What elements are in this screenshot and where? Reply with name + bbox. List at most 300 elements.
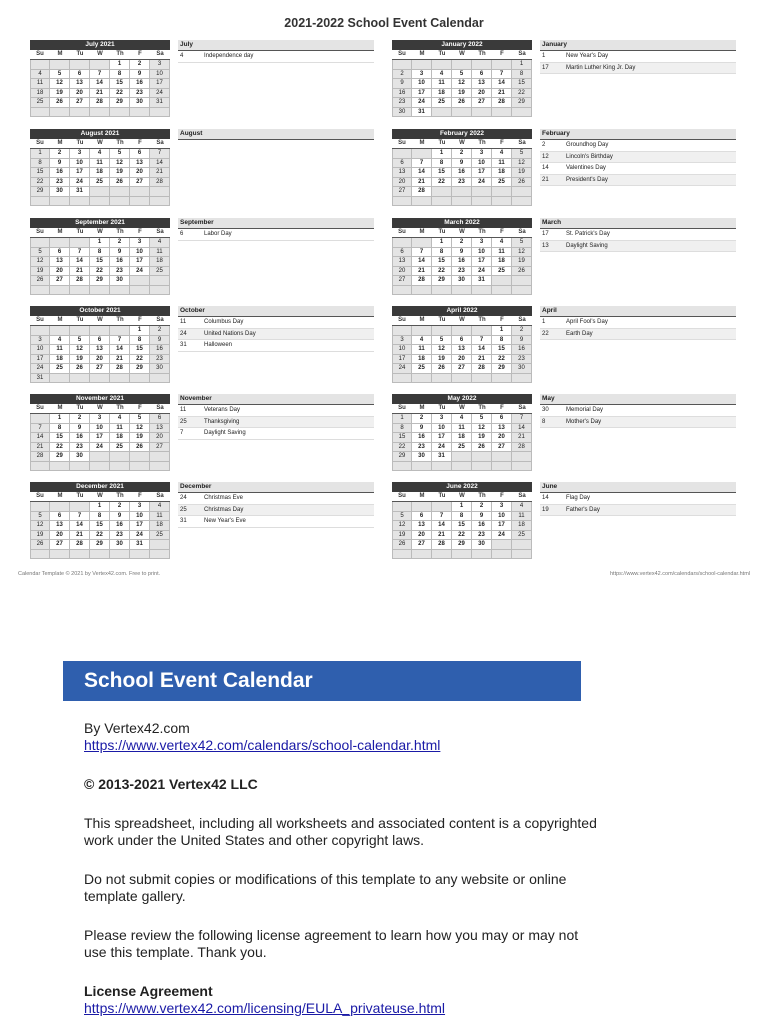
- day-cell: 9: [412, 424, 432, 434]
- weekday-label: W: [97, 229, 103, 235]
- weekday-label: Th: [116, 317, 124, 323]
- weekday-label: Su: [398, 229, 406, 235]
- weekday-label: Tu: [76, 229, 84, 235]
- day-cell: 15: [50, 433, 70, 443]
- day-cell: 14: [150, 159, 170, 169]
- day-cell: 7: [432, 512, 452, 522]
- empty-day-cell: [392, 462, 412, 472]
- empty-day-cell: [512, 374, 532, 384]
- day-cell: 29: [90, 276, 110, 286]
- month-calendar: [30, 218, 170, 295]
- empty-day-cell: [392, 374, 412, 384]
- day-cell: 24: [150, 89, 170, 99]
- day-cell: 31: [130, 540, 150, 550]
- empty-day-cell: [432, 197, 452, 207]
- day-cell: 22: [432, 267, 452, 277]
- month-title: February 2022: [392, 129, 532, 139]
- day-cell: 26: [70, 364, 90, 374]
- empty-day-cell: [130, 452, 150, 462]
- day-cell: 8: [492, 336, 512, 346]
- empty-day-cell: [130, 187, 150, 197]
- license-link[interactable]: https://www.vertex42.com/licensing/EULA_privateuse.html: [84, 1000, 446, 1016]
- day-cell: 12: [512, 159, 532, 169]
- month-title: January 2022: [392, 40, 532, 50]
- weekday-label: Th: [116, 51, 124, 57]
- event-list: [540, 218, 736, 252]
- day-cell: 10: [472, 248, 492, 258]
- day-cell: 3: [432, 414, 452, 424]
- empty-day-cell: [110, 197, 130, 207]
- event-name: April Fool's Day: [566, 319, 608, 325]
- event-name: Christmas Eve: [204, 495, 244, 501]
- day-cell: 24: [412, 98, 432, 108]
- day-cell: 15: [452, 521, 472, 531]
- empty-day-cell: [512, 108, 532, 118]
- empty-day-cell: [452, 452, 472, 462]
- empty-day-cell: [432, 60, 452, 70]
- day-cell: 19: [50, 89, 70, 99]
- month-calendar: [30, 129, 170, 206]
- day-cell: 17: [432, 433, 452, 443]
- empty-day-cell: [452, 326, 472, 336]
- event-list: [540, 306, 736, 340]
- calendar-link[interactable]: https://www.vertex42.com/calendars/school-calendar.html: [84, 737, 441, 753]
- empty-day-cell: [492, 374, 512, 384]
- day-cell: 7: [70, 248, 90, 258]
- empty-day-cell: [452, 374, 472, 384]
- day-cell: 8: [130, 336, 150, 346]
- month-title: December 2021: [30, 482, 170, 492]
- day-cell: 20: [130, 168, 150, 178]
- empty-day-cell: [492, 60, 512, 70]
- day-cell: 29: [512, 98, 532, 108]
- event-name: New Year's Day: [566, 53, 609, 59]
- event-list-title: August: [178, 129, 374, 140]
- empty-day-cell: [392, 550, 412, 560]
- event-rows: [178, 51, 374, 63]
- event-date: 21: [542, 176, 549, 183]
- day-cell: 14: [472, 345, 492, 355]
- weekday-label: Su: [36, 493, 44, 499]
- day-cell: 14: [412, 257, 432, 267]
- day-cell: 8: [512, 70, 532, 80]
- empty-day-cell: [412, 149, 432, 159]
- weekday-header: [30, 139, 170, 149]
- page-title: 2021-2022 School Event Calendar: [284, 16, 484, 30]
- weekday-header: [392, 492, 532, 502]
- day-cell: 21: [412, 178, 432, 188]
- event-date: 24: [180, 495, 187, 501]
- day-cell: 6: [472, 70, 492, 80]
- day-cell: 11: [150, 512, 170, 522]
- weekday-label: Th: [116, 140, 124, 146]
- month-calendar: [392, 394, 532, 471]
- day-cell: 9: [150, 336, 170, 346]
- day-cell: 16: [452, 168, 472, 178]
- weekday-label: Th: [116, 493, 124, 499]
- event-row: [540, 505, 736, 517]
- day-cell: 26: [512, 178, 532, 188]
- day-cell: 28: [150, 178, 170, 188]
- day-cell: 26: [30, 540, 50, 550]
- event-row: [540, 63, 736, 75]
- day-cell: 23: [452, 178, 472, 188]
- weekday-label: Tu: [438, 229, 446, 235]
- submission-paragraph: Do not submit copies or modifications of this template to any website or online template gallery.: [84, 871, 567, 904]
- event-name: Independence day: [204, 53, 254, 59]
- day-cell: 23: [150, 355, 170, 365]
- empty-day-cell: [412, 60, 432, 70]
- day-cell: 20: [472, 89, 492, 99]
- event-row: [540, 140, 736, 152]
- event-list-title: February: [540, 129, 736, 140]
- day-cell: 18: [492, 168, 512, 178]
- day-cell: 4: [492, 149, 512, 159]
- event-row: [540, 329, 736, 341]
- event-date: 31: [180, 342, 187, 348]
- day-cell: 19: [512, 168, 532, 178]
- weekday-label: Su: [36, 317, 44, 323]
- day-cell: 17: [392, 355, 412, 365]
- day-cell: 16: [110, 257, 130, 267]
- day-cell: 17: [70, 168, 90, 178]
- day-cell: 24: [492, 531, 512, 541]
- day-cell: 18: [90, 168, 110, 178]
- day-cell: 28: [110, 364, 130, 374]
- month-calendar: [392, 40, 532, 117]
- day-cell: 20: [50, 267, 70, 277]
- day-cell: 16: [150, 345, 170, 355]
- day-cell: 20: [452, 355, 472, 365]
- day-cell: 22: [110, 89, 130, 99]
- event-name: Columbus Day: [204, 319, 244, 325]
- day-cell: 30: [110, 540, 130, 550]
- event-row: [178, 317, 374, 329]
- day-cell: 26: [512, 267, 532, 277]
- day-cell: 10: [70, 159, 90, 169]
- weekday-header: [392, 139, 532, 149]
- day-cell: 18: [150, 257, 170, 267]
- day-cell: 5: [30, 512, 50, 522]
- empty-day-cell: [110, 326, 130, 336]
- day-cell: 1: [392, 414, 412, 424]
- event-date: 6: [180, 231, 184, 237]
- day-cell: 30: [512, 364, 532, 374]
- day-cell: 4: [452, 414, 472, 424]
- weekday-label: F: [138, 493, 142, 499]
- empty-day-cell: [90, 452, 110, 462]
- empty-day-cell: [90, 462, 110, 472]
- event-list-title: January: [540, 40, 736, 51]
- day-cell: 5: [130, 414, 150, 424]
- empty-day-cell: [150, 452, 170, 462]
- day-cell: 16: [392, 89, 412, 99]
- empty-day-cell: [452, 462, 472, 472]
- day-cell: 29: [90, 540, 110, 550]
- empty-day-cell: [70, 502, 90, 512]
- day-cell: 17: [412, 89, 432, 99]
- empty-day-cell: [130, 286, 150, 296]
- day-cell: 17: [472, 168, 492, 178]
- day-cell: 25: [432, 98, 452, 108]
- weekday-label: F: [500, 405, 504, 411]
- weekday-label: Su: [36, 140, 44, 146]
- empty-day-cell: [472, 286, 492, 296]
- day-grid: [392, 60, 532, 117]
- event-date: 17: [542, 64, 549, 71]
- day-cell: 29: [392, 452, 412, 462]
- day-cell: 22: [90, 531, 110, 541]
- day-cell: 22: [492, 355, 512, 365]
- day-cell: 28: [512, 443, 532, 453]
- day-cell: 15: [432, 257, 452, 267]
- empty-day-cell: [492, 540, 512, 550]
- day-cell: 18: [30, 89, 50, 99]
- empty-day-cell: [30, 197, 50, 207]
- empty-day-cell: [472, 187, 492, 197]
- empty-day-cell: [150, 550, 170, 560]
- day-cell: 7: [492, 70, 512, 80]
- day-cell: 22: [90, 267, 110, 277]
- day-cell: 4: [150, 238, 170, 248]
- empty-day-cell: [392, 326, 412, 336]
- day-cell: 28: [472, 364, 492, 374]
- day-cell: 14: [70, 257, 90, 267]
- day-cell: 29: [130, 364, 150, 374]
- empty-day-cell: [30, 550, 50, 560]
- empty-day-cell: [452, 60, 472, 70]
- empty-day-cell: [30, 414, 50, 424]
- empty-day-cell: [492, 452, 512, 462]
- month-calendar: [392, 129, 532, 206]
- empty-day-cell: [150, 540, 170, 550]
- day-cell: 30: [392, 108, 412, 118]
- day-cell: 24: [130, 267, 150, 277]
- weekday-label: M: [419, 317, 425, 323]
- weekday-label: Tu: [76, 493, 84, 499]
- day-cell: 14: [110, 345, 130, 355]
- day-cell: 21: [70, 267, 90, 277]
- empty-day-cell: [130, 550, 150, 560]
- event-name: St. Patrick's Day: [566, 231, 610, 237]
- event-list: [540, 129, 736, 186]
- day-cell: 25: [452, 443, 472, 453]
- day-grid: [30, 414, 170, 471]
- day-cell: 18: [412, 355, 432, 365]
- weekday-label: Sa: [156, 405, 164, 411]
- day-cell: 12: [452, 79, 472, 89]
- event-date: 2: [542, 142, 546, 148]
- event-row: [540, 405, 736, 417]
- day-cell: 31: [432, 452, 452, 462]
- day-cell: 30: [70, 452, 90, 462]
- event-name: Memorial Day: [566, 407, 604, 413]
- event-row: [540, 175, 736, 187]
- weekday-label: M: [419, 493, 425, 499]
- weekday-label: M: [419, 51, 425, 57]
- day-grid: [30, 238, 170, 295]
- day-cell: 20: [412, 531, 432, 541]
- day-cell: 17: [150, 79, 170, 89]
- day-cell: 1: [50, 414, 70, 424]
- event-list: [178, 218, 374, 241]
- day-cell: 8: [392, 424, 412, 434]
- day-cell: 2: [472, 502, 492, 512]
- day-cell: 15: [392, 433, 412, 443]
- day-cell: 7: [70, 512, 90, 522]
- day-cell: 10: [412, 79, 432, 89]
- weekday-label: Tu: [76, 317, 84, 323]
- weekday-label: W: [459, 229, 465, 235]
- day-grid: [392, 414, 532, 471]
- weekday-header: [30, 404, 170, 414]
- weekday-label: F: [500, 493, 504, 499]
- day-cell: 12: [472, 424, 492, 434]
- day-cell: 3: [492, 502, 512, 512]
- event-row: [178, 417, 374, 429]
- day-cell: 10: [492, 512, 512, 522]
- weekday-label: Sa: [518, 140, 526, 146]
- weekday-header: [30, 492, 170, 502]
- month-title: March 2022: [392, 218, 532, 228]
- day-cell: 10: [130, 512, 150, 522]
- weekday-label: Su: [398, 493, 406, 499]
- day-cell: 6: [392, 248, 412, 258]
- day-cell: 27: [50, 276, 70, 286]
- day-cell: 4: [50, 336, 70, 346]
- empty-day-cell: [512, 452, 532, 462]
- license-review-paragraph: Please review the following license agreement to learn how you may or may not use this template. Thank you.: [84, 927, 579, 960]
- empty-day-cell: [50, 502, 70, 512]
- weekday-header: [30, 316, 170, 326]
- day-cell: 5: [30, 248, 50, 258]
- day-grid: [30, 326, 170, 383]
- day-cell: 21: [412, 267, 432, 277]
- empty-day-cell: [392, 286, 412, 296]
- day-cell: 6: [130, 149, 150, 159]
- day-cell: 15: [492, 345, 512, 355]
- day-cell: 17: [492, 521, 512, 531]
- day-cell: 25: [150, 531, 170, 541]
- day-cell: 13: [472, 79, 492, 89]
- day-cell: 4: [150, 502, 170, 512]
- day-cell: 8: [50, 424, 70, 434]
- day-cell: 10: [392, 345, 412, 355]
- day-cell: 1: [432, 149, 452, 159]
- day-cell: 21: [150, 168, 170, 178]
- day-cell: 18: [50, 355, 70, 365]
- weekday-label: Tu: [438, 140, 446, 146]
- day-cell: 30: [50, 187, 70, 197]
- event-date: 22: [542, 330, 549, 337]
- day-cell: 1: [30, 149, 50, 159]
- weekday-label: M: [57, 317, 63, 323]
- day-cell: 16: [452, 257, 472, 267]
- day-cell: 18: [512, 521, 532, 531]
- day-cell: 23: [452, 267, 472, 277]
- day-cell: 3: [392, 336, 412, 346]
- day-cell: 15: [110, 79, 130, 89]
- empty-day-cell: [472, 462, 492, 472]
- empty-day-cell: [432, 374, 452, 384]
- day-cell: 30: [110, 276, 130, 286]
- day-cell: 28: [90, 98, 110, 108]
- event-date: 8: [542, 418, 546, 425]
- empty-day-cell: [432, 326, 452, 336]
- day-cell: 2: [392, 70, 412, 80]
- empty-day-cell: [412, 374, 432, 384]
- day-cell: 5: [50, 70, 70, 80]
- event-row: [540, 163, 736, 175]
- day-cell: 13: [50, 521, 70, 531]
- day-cell: 2: [110, 238, 130, 248]
- day-cell: 3: [130, 238, 150, 248]
- month-calendar: [392, 482, 532, 559]
- empty-day-cell: [472, 197, 492, 207]
- day-cell: 6: [492, 414, 512, 424]
- day-cell: 5: [432, 336, 452, 346]
- weekday-label: Tu: [76, 140, 84, 146]
- day-cell: 23: [110, 267, 130, 277]
- day-cell: 13: [492, 424, 512, 434]
- event-name: Martin Luther King Jr. Day: [566, 64, 636, 71]
- event-list: [178, 40, 374, 63]
- day-cell: 30: [150, 364, 170, 374]
- empty-day-cell: [492, 108, 512, 118]
- day-cell: 10: [30, 345, 50, 355]
- day-cell: 25: [110, 443, 130, 453]
- empty-day-cell: [90, 326, 110, 336]
- day-cell: 3: [30, 336, 50, 346]
- event-row: [540, 317, 736, 329]
- weekday-label: Sa: [518, 317, 526, 323]
- event-list: [178, 129, 374, 140]
- day-cell: 17: [130, 521, 150, 531]
- event-list-title: September: [178, 218, 374, 229]
- event-name: Thanksgiving: [204, 418, 240, 425]
- day-cell: 11: [412, 345, 432, 355]
- day-cell: 31: [412, 108, 432, 118]
- day-cell: 30: [452, 276, 472, 286]
- day-cell: 21: [432, 531, 452, 541]
- month-calendar: [30, 40, 170, 117]
- event-date: 19: [542, 506, 549, 513]
- weekday-label: F: [500, 51, 504, 57]
- event-date: 11: [180, 319, 187, 325]
- empty-day-cell: [30, 502, 50, 512]
- day-cell: 9: [452, 159, 472, 169]
- empty-day-cell: [392, 502, 412, 512]
- empty-day-cell: [432, 108, 452, 118]
- day-cell: 8: [90, 512, 110, 522]
- day-cell: 31: [472, 276, 492, 286]
- day-cell: 18: [432, 89, 452, 99]
- day-cell: 7: [512, 414, 532, 424]
- day-cell: 2: [70, 414, 90, 424]
- weekday-label: F: [138, 405, 142, 411]
- weekday-label: M: [419, 229, 425, 235]
- day-cell: 5: [512, 149, 532, 159]
- weekday-label: Su: [36, 229, 44, 235]
- day-cell: 19: [110, 168, 130, 178]
- weekday-label: Tu: [76, 405, 84, 411]
- event-list-title: May: [540, 394, 736, 405]
- day-cell: 21: [30, 443, 50, 453]
- month-calendar: [392, 306, 532, 383]
- day-cell: 27: [50, 540, 70, 550]
- weekday-label: F: [138, 317, 142, 323]
- weekday-label: Sa: [156, 317, 164, 323]
